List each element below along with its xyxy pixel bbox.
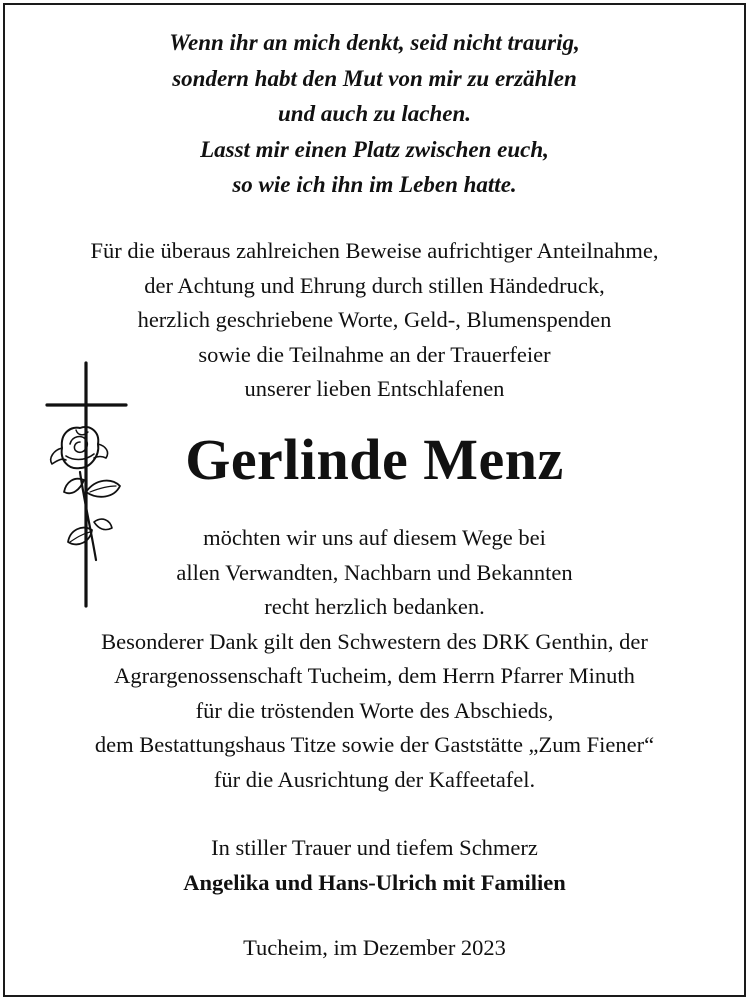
signatories: Angelika und Hans-Ulrich mit Familien [183,869,566,895]
thanks-paragraph [0,521,749,797]
poem-line: und auch zu lachen. [277,101,471,126]
poem-line: sondern habt den Mut von mir zu erzählen [172,65,577,91]
thanks-line: dem Bestattungshaus Titze sowie der Gaststätte „Zum Fiener“ [94,732,655,757]
thanks-line: Agrargenossenschaft Tucheim, dem Herrn Pfarrer Minuth [114,663,635,688]
deceased-name: Gerlinde Menz [185,427,564,492]
thanks-line: recht herzlich bedanken. [264,594,485,619]
closing-block [0,831,749,900]
poem-line: Wenn ihr an mich denkt, seid nicht traurig, [169,30,580,55]
thanks-line: Besonderer Dank gilt den Schwestern des DRK Genthin, der [101,628,648,654]
thanks-line: für die tröstenden Worte des Abschieds, [195,697,554,723]
intro-line: herzlich geschriebene Worte, Geld-, Blumenspenden [137,307,612,332]
thanks-line: möchten wir uns auf diesem Wege bei [203,525,546,550]
intro-line: sowie die Teilnahme an der Trauerfeier [198,341,551,367]
poem-line: Lasst mir einen Platz zwischen euch, [200,136,549,162]
intro-line: unserer lieben Entschlafenen [244,376,505,401]
intro-line: der Achtung und Ehrung durch stillen Händedruck, [144,272,605,298]
thanks-line: für die Ausrichtung der Kaffeetafel. [213,766,536,792]
place-date: Tucheim, im Dezember 2023 [243,935,506,960]
mourning-line: In stiller Trauer und tiefem Schmerz [211,835,538,860]
poem-line: so wie ich ihn im Leben hatte. [232,172,517,197]
intro-line: Für die überaus zahlreichen Beweise aufrichtiger Anteilnahme, [90,238,659,263]
poem-block [0,25,749,203]
thanks-line: allen Verwandten, Nachbarn und Bekannten [176,559,573,585]
